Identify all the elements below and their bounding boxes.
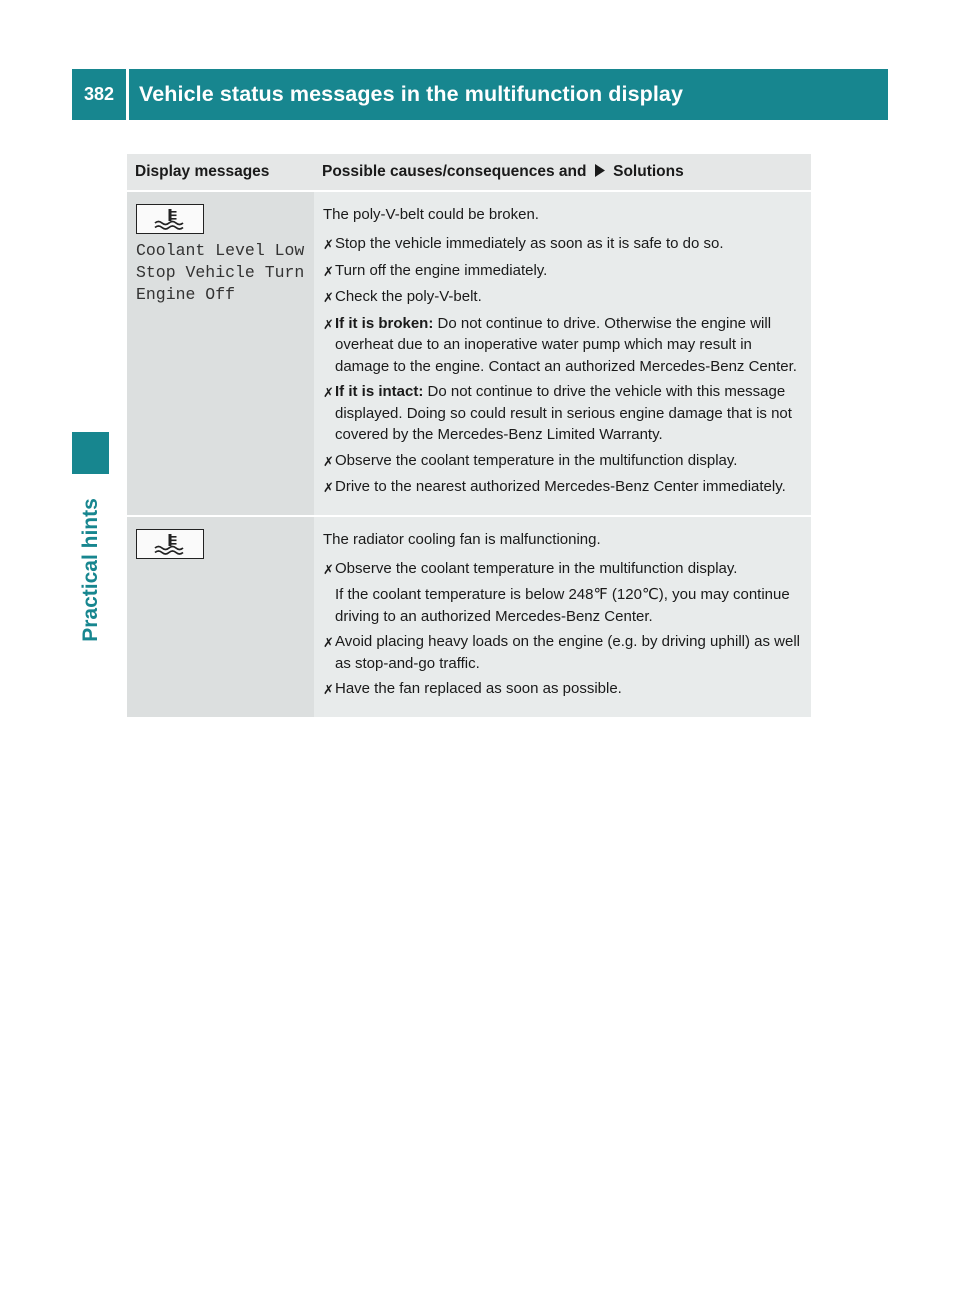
solutions-cell <box>314 516 811 717</box>
col-display-messages: Display messages <box>127 154 314 191</box>
step-text: Drive to the nearest authorized Mercedes-Benz Center immediately. <box>335 478 786 495</box>
col-causes-solutions <box>314 154 811 191</box>
step-arrow-icon: ✗ <box>323 290 334 305</box>
step-arrow-icon: ✗ <box>323 480 334 495</box>
list-item <box>323 260 803 283</box>
step-arrow-icon: ✗ <box>323 263 334 279</box>
step-text: Have the fan replaced as soon as possible. <box>335 680 622 697</box>
section-label: Practical hints <box>78 498 102 642</box>
page-header <box>72 69 888 120</box>
step-arrow-icon: ✗ <box>323 635 334 650</box>
step-text: Observe the coolant temperature in the multifunction display. <box>335 559 738 577</box>
coolant-temperature-icon <box>136 204 204 234</box>
cause-text: The radiator cooling fan is malfunctioning. <box>323 530 601 548</box>
step-text: Check the poly-V-belt. <box>335 288 482 305</box>
step-text: Do not continue to drive. Otherwise the engine will overheat due to an inoperative water pump which may result in damage to the engine. Contact an authorized Mercedes-Benz Center. <box>335 314 797 375</box>
list-item <box>323 450 803 473</box>
table-row <box>127 191 811 516</box>
table-header-row <box>127 154 811 191</box>
list-item <box>323 476 803 499</box>
display-message-cell <box>127 516 314 717</box>
step-text: Do not continue to drive the vehicle with this message displayed. Doing so could result in serious engine damage that is not covered by the Mercedes-Benz Limited Warranty. <box>335 383 792 443</box>
step-note: If the coolant temperature is below 248℉ (120℃), you may continue driving to an authorized Mercedes-Benz Center. <box>335 586 790 625</box>
step-text: Turn off the engine immediately. <box>335 261 548 279</box>
step-bold-label: If it is broken: <box>335 314 434 332</box>
messages-table <box>127 154 811 717</box>
step-arrow-icon: ✗ <box>323 561 334 577</box>
list-item <box>323 286 803 309</box>
page-number: 382 <box>83 84 115 104</box>
step-bold-label: If it is intact: <box>335 383 424 400</box>
step-text: Stop the vehicle immediately as soon as it is safe to do so. <box>335 235 724 252</box>
list-item <box>323 313 803 378</box>
section-side-label <box>72 480 109 660</box>
step-arrow-icon: ✗ <box>323 453 334 469</box>
display-message-text: Coolant Level Low Stop Vehicle Turn Engine Off <box>136 241 305 304</box>
list-item <box>323 678 803 701</box>
list-item <box>323 233 803 256</box>
arrow-right-icon <box>594 164 606 177</box>
step-text: Observe the coolant temperature in the multifunction display. <box>335 451 738 469</box>
solutions-cell <box>314 191 811 516</box>
step-arrow-icon: ✗ <box>323 385 334 400</box>
list-item <box>323 631 803 674</box>
list-item <box>323 381 803 446</box>
step-arrow-icon: ✗ <box>323 682 334 697</box>
list-item <box>323 558 803 581</box>
page-title: Vehicle status messages in the multifunction display <box>139 82 684 106</box>
col-causes-label: Possible causes/consequences and <box>322 163 587 180</box>
col-solutions-label: Solutions <box>613 163 684 180</box>
step-text: Avoid placing heavy loads on the engine (e.g. by driving uphill) as well as stop-and-go traffic. <box>335 633 801 672</box>
table-row <box>127 516 811 717</box>
section-tab-marker <box>72 432 109 474</box>
display-message-cell <box>127 191 314 516</box>
step-arrow-icon: ✗ <box>323 237 334 252</box>
step-arrow-icon: ✗ <box>323 316 334 332</box>
coolant-temperature-icon <box>136 529 204 559</box>
cause-text: The poly-V-belt could be broken. <box>323 206 539 223</box>
